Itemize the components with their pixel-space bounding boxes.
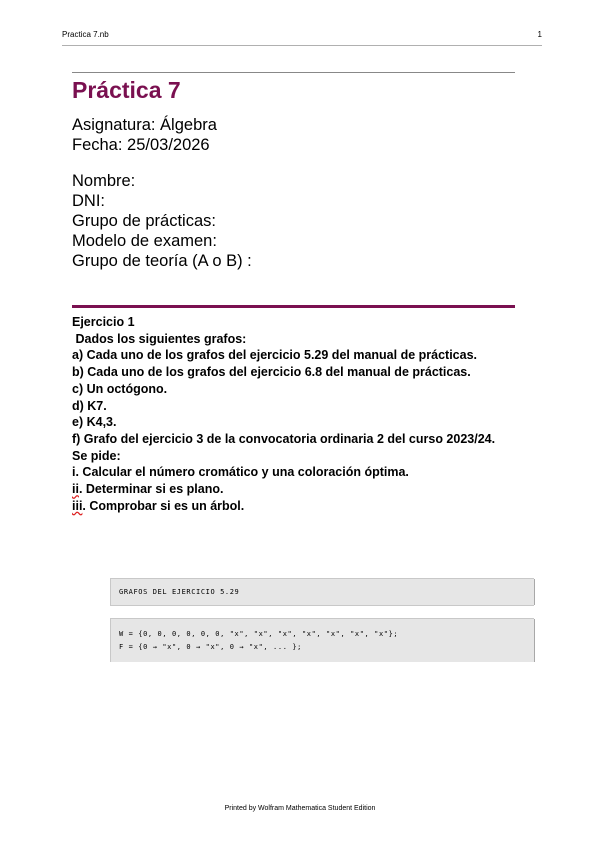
page-number: 1 xyxy=(537,30,542,39)
exercise-intro: Dados los siguientes grafos: xyxy=(72,331,247,346)
field-theory-group: Grupo de teoría (A o B) : xyxy=(72,252,252,270)
subject-line: Asignatura: Álgebra xyxy=(72,116,217,134)
exercise-heading: Ejercicio 1 xyxy=(72,315,135,329)
code-line: F = {0 → "x", 0 → "x", 0 → "x", ... }; xyxy=(119,643,302,651)
exercise-item: e) K4,3. xyxy=(72,415,117,430)
ask-text: . Comprobar si es un árbol. xyxy=(82,498,245,513)
field-name: Nombre: xyxy=(72,172,136,190)
exercise-item: f) Grafo del ejercicio 3 de la convocatoria ordinaria 2 del curso 2023/24. xyxy=(72,431,496,446)
ask-text: . Determinar si es plano. xyxy=(78,482,224,497)
page-header xyxy=(62,30,542,46)
notebook-filename: Practica 7.nb xyxy=(62,30,109,39)
ask-item xyxy=(72,481,512,498)
title-divider xyxy=(72,72,515,73)
ask-text: . Calcular el número cromático y una coloración óptima. xyxy=(75,465,409,480)
exercise-block xyxy=(72,314,512,514)
print-footer: Printed by Wolfram Mathematica Student Edition xyxy=(224,805,376,812)
notebook-input-cell[interactable] xyxy=(110,618,534,662)
ask-item xyxy=(72,464,512,481)
spacer xyxy=(72,155,252,171)
exercise-item: d) K7. xyxy=(72,398,107,413)
exercise-item: b) Cada uno de los grafos del ejercicio 6.8 del manual de prácticas. xyxy=(72,365,471,380)
student-info xyxy=(72,115,252,271)
code-line: W = {0, 0, 0, 0, 0, 0, "x", "x", "x", "x", "x", "x", "x"}; xyxy=(119,630,399,638)
header-divider xyxy=(62,45,542,46)
ask-marker: i xyxy=(72,465,76,480)
field-dni: DNI: xyxy=(72,192,105,210)
page-title: Práctica 7 xyxy=(72,77,181,103)
asks-label: Se pide: xyxy=(72,448,121,463)
field-exam-model: Modelo de examen: xyxy=(72,232,217,250)
date-line: Fecha: 25/03/2026 xyxy=(72,136,210,154)
exercise-item: c) Un octógono. xyxy=(72,381,168,396)
field-practice-group: Grupo de prácticas: xyxy=(72,212,216,230)
cell-label-text: GRAFOS DEL EJERCICIO 5.29 xyxy=(119,588,240,596)
section-divider xyxy=(72,305,515,308)
exercise-item: a) Cada uno de los grafos del ejercicio 5.29 del manual de prácticas. xyxy=(72,348,478,363)
ask-item xyxy=(72,498,512,515)
notebook-text-cell[interactable] xyxy=(110,578,534,606)
ask-marker: iii xyxy=(72,498,83,513)
ask-marker: ii xyxy=(72,482,79,497)
